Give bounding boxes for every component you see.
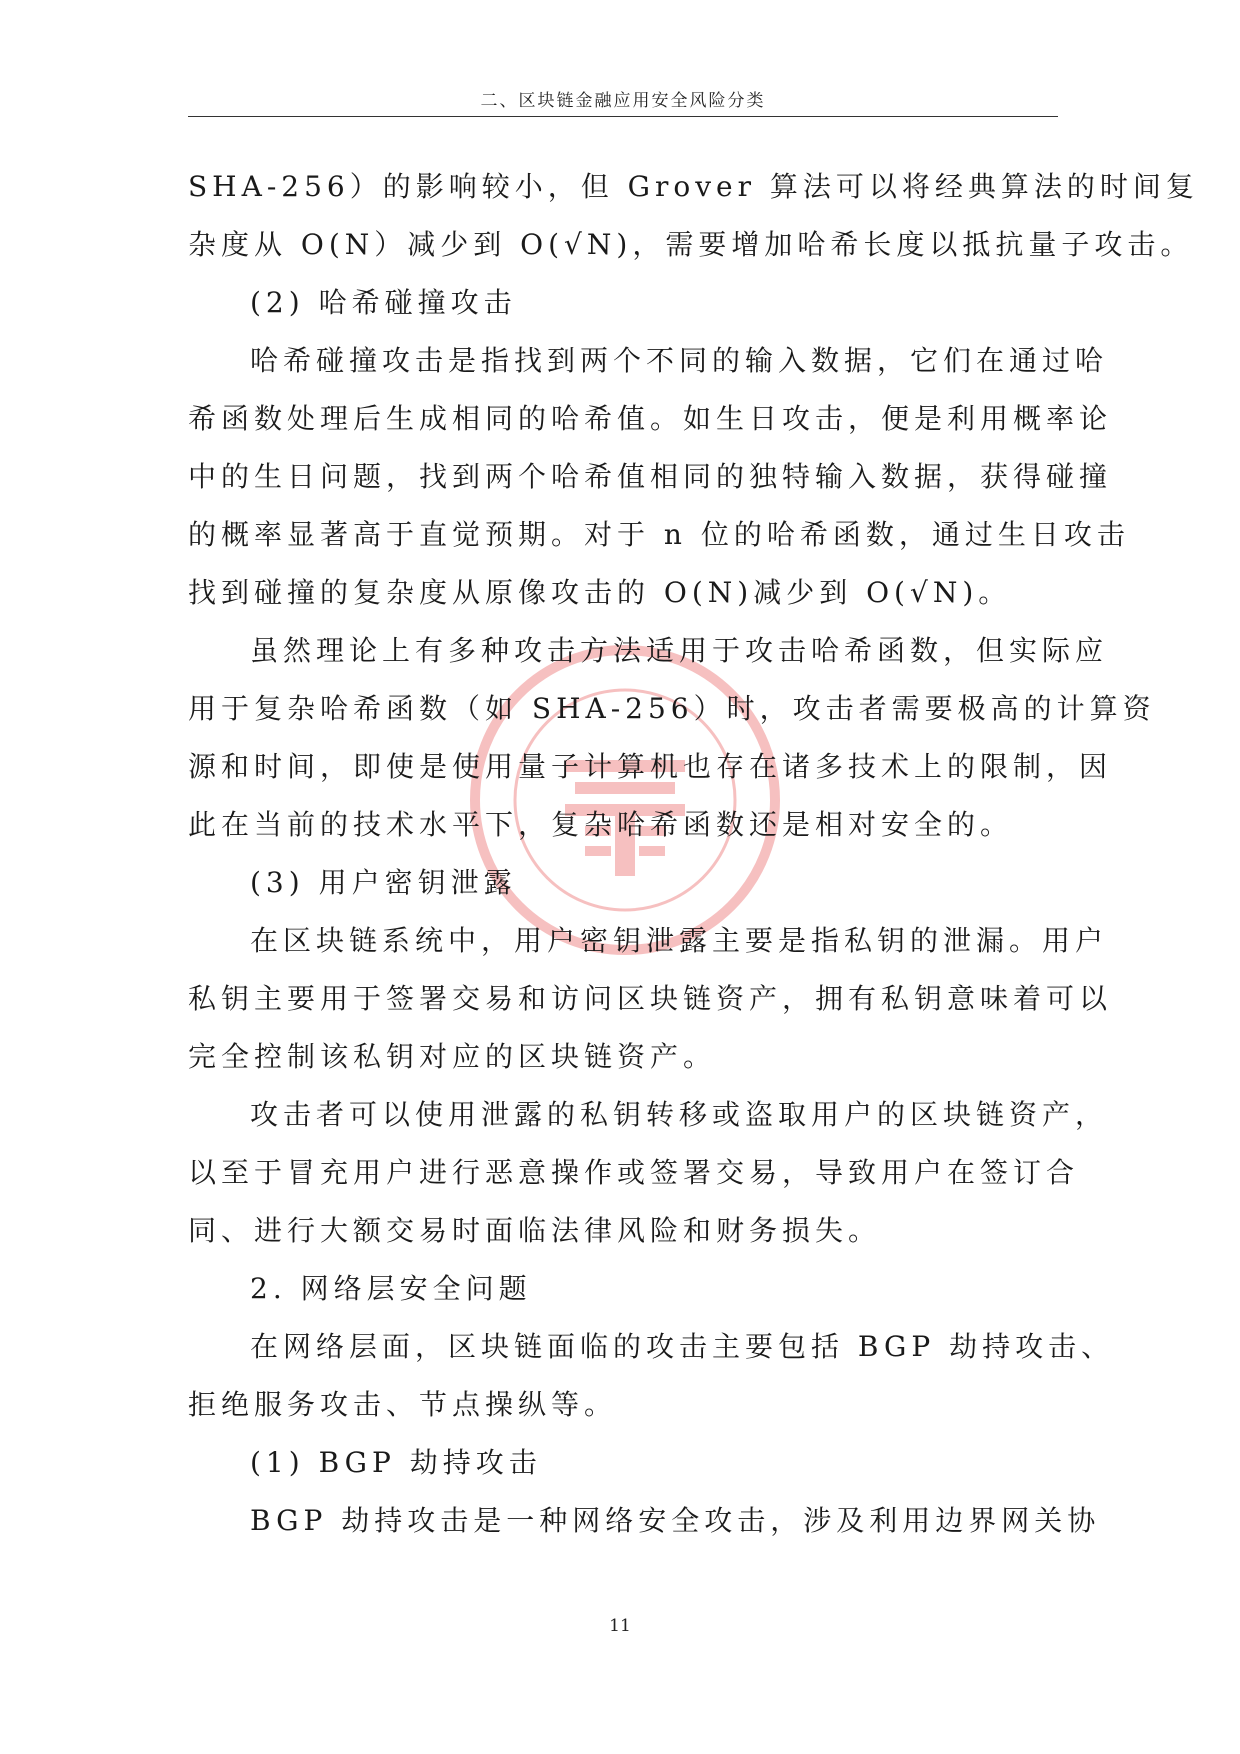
text-line-10: 用于复杂哈希函数（如 SHA-256）时，攻击者需要极高的计算资	[188, 692, 1156, 725]
text-line-16: 完全控制该私钥对应的区块链资产。	[188, 1040, 717, 1073]
body-text	[188, 158, 1199, 1550]
text-line-1: SHA-256）的影响较小，但 Grover 算法可以将经典算法的时间复	[188, 170, 1199, 203]
text-line-19: 同、进行大额交易时面临法律风险和财务损失。	[188, 1214, 882, 1247]
text-line-2: 杂度从 O(N）减少到 O(√N)，需要增加哈希长度以抵抗量子攻击。	[188, 228, 1194, 261]
text-line-17: 攻击者可以使用泄露的私钥转移或盗取用户的区块链资产，	[250, 1098, 1109, 1131]
text-line-4: 哈希碰撞攻击是指找到两个不同的输入数据，它们在通过哈	[250, 344, 1109, 377]
header-divider	[188, 116, 1058, 117]
text-line-22: 拒绝服务攻击、节点操纵等。	[188, 1388, 618, 1421]
section-heading-network-layer: 2. 网络层安全问题	[250, 1272, 532, 1305]
text-line-24: BGP 劫持攻击是一种网络安全攻击，涉及利用边界网关协	[250, 1504, 1101, 1537]
text-line-12: 此在当前的技术水平下，复杂哈希函数还是相对安全的。	[188, 808, 1014, 841]
page-header-title: 二、区块链金融应用安全风险分类	[480, 91, 766, 111]
text-line-11: 源和时间，即使是使用量子计算机也存在诸多技术上的限制，因	[188, 750, 1113, 783]
text-line-9: 虽然理论上有多种攻击方法适用于攻击哈希函数，但实际应	[250, 634, 1109, 667]
text-line-18: 以至于冒充用户进行恶意操作或签署交易，导致用户在签订合	[188, 1156, 1080, 1189]
section-heading-bgp-hijack: (1) BGP 劫持攻击	[250, 1446, 542, 1479]
text-line-8: 找到碰撞的复杂度从原像攻击的 O(N)减少到 O(√N)。	[188, 576, 1012, 609]
section-heading-hash-collision: (2) 哈希碰撞攻击	[250, 286, 517, 319]
text-line-7: 的概率显著高于直觉预期。对于 n 位的哈希函数，通过生日攻击	[188, 518, 1130, 551]
section-heading-key-leak: (3) 用户密钥泄露	[250, 866, 517, 899]
text-line-15: 私钥主要用于签署交易和访问区块链资产，拥有私钥意味着可以	[188, 982, 1113, 1015]
text-line-14: 在区块链系统中，用户密钥泄露主要是指私钥的泄漏。用户	[250, 924, 1109, 957]
text-line-6: 中的生日问题，找到两个哈希值相同的独特输入数据，获得碰撞	[188, 460, 1113, 493]
text-line-5: 希函数处理后生成相同的哈希值。如生日攻击，便是利用概率论	[188, 402, 1113, 435]
text-line-21: 在网络层面，区块链面临的攻击主要包括 BGP 劫持攻击、	[250, 1330, 1115, 1363]
page-number: 11	[609, 1616, 631, 1636]
